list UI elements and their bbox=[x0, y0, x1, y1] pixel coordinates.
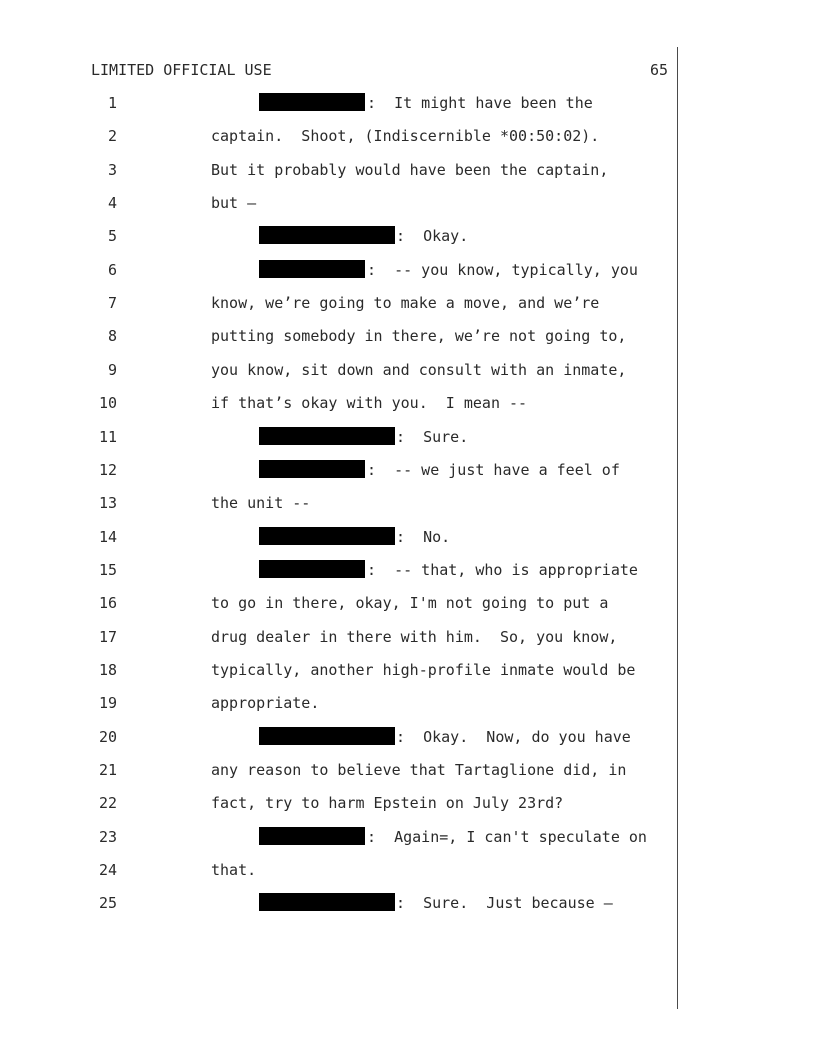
speaker-line-text: : -- you know, typically, you bbox=[367, 260, 638, 279]
redacted-speaker-name bbox=[259, 427, 395, 445]
transcript-line bbox=[0, 591, 816, 615]
transcript-line bbox=[0, 625, 816, 649]
transcript-line bbox=[0, 825, 816, 849]
line-text: any reason to believe that Tartaglione did, in bbox=[211, 761, 627, 779]
line-number: 21 bbox=[98, 761, 117, 779]
line-number: 20 bbox=[98, 727, 117, 746]
transcript-line bbox=[0, 425, 816, 449]
speaker-line-text: : Okay. bbox=[396, 227, 469, 246]
line-number: 24 bbox=[98, 861, 117, 880]
line-text: But it probably would have been the captain, bbox=[211, 160, 609, 179]
line-number: 12 bbox=[98, 460, 117, 479]
line-text: but – bbox=[211, 194, 257, 213]
line-number: 22 bbox=[98, 794, 117, 813]
line-text: captain. Shoot, (Indiscernible *00:50:02). bbox=[211, 127, 600, 146]
speaker-line-text: : Okay. Now, do you have bbox=[396, 727, 631, 746]
redacted-speaker-name bbox=[259, 260, 365, 278]
line-text: drug dealer in there with him. So, you know, bbox=[211, 627, 618, 646]
line-number: 14 bbox=[98, 527, 117, 546]
transcript-line bbox=[0, 324, 816, 348]
line-text: you know, sit down and consult with an inmate, bbox=[211, 360, 627, 379]
transcript-line bbox=[0, 158, 816, 182]
line-number: 4 bbox=[107, 194, 117, 213]
line-number: 16 bbox=[98, 594, 117, 613]
redacted-speaker-name bbox=[259, 727, 395, 745]
line-text: to go in there, okay, I'm not going to put a bbox=[211, 594, 609, 613]
redacted-speaker-name bbox=[259, 226, 395, 244]
transcript-line bbox=[0, 191, 816, 215]
transcript-line bbox=[0, 658, 816, 682]
line-number: 9 bbox=[107, 360, 117, 379]
line-text: appropriate. bbox=[211, 694, 320, 713]
line-text: typically, another high-profile inmate would be bbox=[211, 660, 636, 679]
line-text: fact, try to harm Epstein on July 23rd? bbox=[211, 794, 564, 813]
transcript-line bbox=[0, 291, 816, 315]
line-number: 23 bbox=[98, 827, 117, 846]
redacted-speaker-name bbox=[259, 93, 365, 111]
transcript-line bbox=[0, 391, 816, 415]
redacted-speaker-name bbox=[259, 460, 365, 478]
speaker-line-text: : It might have been the bbox=[367, 94, 593, 112]
speaker-line-text: : Sure. Just because – bbox=[396, 894, 613, 913]
transcript-line bbox=[0, 224, 816, 248]
line-number: 17 bbox=[98, 627, 117, 646]
transcript-line bbox=[0, 558, 816, 582]
transcript-line bbox=[0, 91, 816, 115]
page-number: 65 bbox=[649, 61, 668, 79]
speaker-line-text: : -- we just have a feel of bbox=[367, 460, 620, 479]
line-number: 6 bbox=[107, 260, 117, 279]
line-text: that. bbox=[211, 861, 257, 880]
redacted-speaker-name bbox=[259, 527, 395, 545]
transcript-line bbox=[0, 758, 816, 782]
speaker-line-text: : Again=, I can't speculate on bbox=[367, 827, 647, 846]
transcript-line bbox=[0, 358, 816, 382]
line-number: 10 bbox=[98, 394, 117, 413]
line-number: 11 bbox=[98, 427, 117, 446]
line-number: 25 bbox=[98, 894, 117, 913]
line-number: 18 bbox=[98, 660, 117, 679]
line-number: 13 bbox=[98, 494, 117, 513]
line-number: 8 bbox=[107, 327, 117, 346]
transcript-line bbox=[0, 725, 816, 749]
line-number: 5 bbox=[107, 227, 117, 246]
line-text: know, we’re going to make a move, and we’re bbox=[211, 294, 600, 313]
redacted-speaker-name bbox=[259, 893, 395, 911]
line-number: 1 bbox=[107, 94, 117, 112]
transcript-line bbox=[0, 858, 816, 882]
line-text: the unit -- bbox=[211, 494, 311, 513]
line-number: 2 bbox=[107, 127, 117, 146]
line-text: if that’s okay with you. I mean -- bbox=[211, 394, 528, 413]
line-text: putting somebody in there, we’re not going to, bbox=[211, 327, 627, 346]
transcript-line bbox=[0, 124, 816, 148]
classification-header: LIMITED OFFICIAL USE bbox=[91, 61, 272, 79]
redacted-speaker-name bbox=[259, 827, 365, 845]
line-number: 7 bbox=[107, 294, 117, 313]
transcript-line bbox=[0, 458, 816, 482]
transcript-line bbox=[0, 491, 816, 515]
transcript-line bbox=[0, 791, 816, 815]
transcript-line bbox=[0, 525, 816, 549]
transcript-line bbox=[0, 891, 816, 915]
line-number: 3 bbox=[107, 160, 117, 179]
redacted-speaker-name bbox=[259, 560, 365, 578]
transcript-line bbox=[0, 691, 816, 715]
transcript-line bbox=[0, 258, 816, 282]
speaker-line-text: : -- that, who is appropriate bbox=[367, 560, 638, 579]
line-number: 15 bbox=[98, 560, 117, 579]
line-number: 19 bbox=[98, 694, 117, 713]
speaker-line-text: : Sure. bbox=[396, 427, 469, 446]
speaker-line-text: : No. bbox=[396, 527, 451, 546]
